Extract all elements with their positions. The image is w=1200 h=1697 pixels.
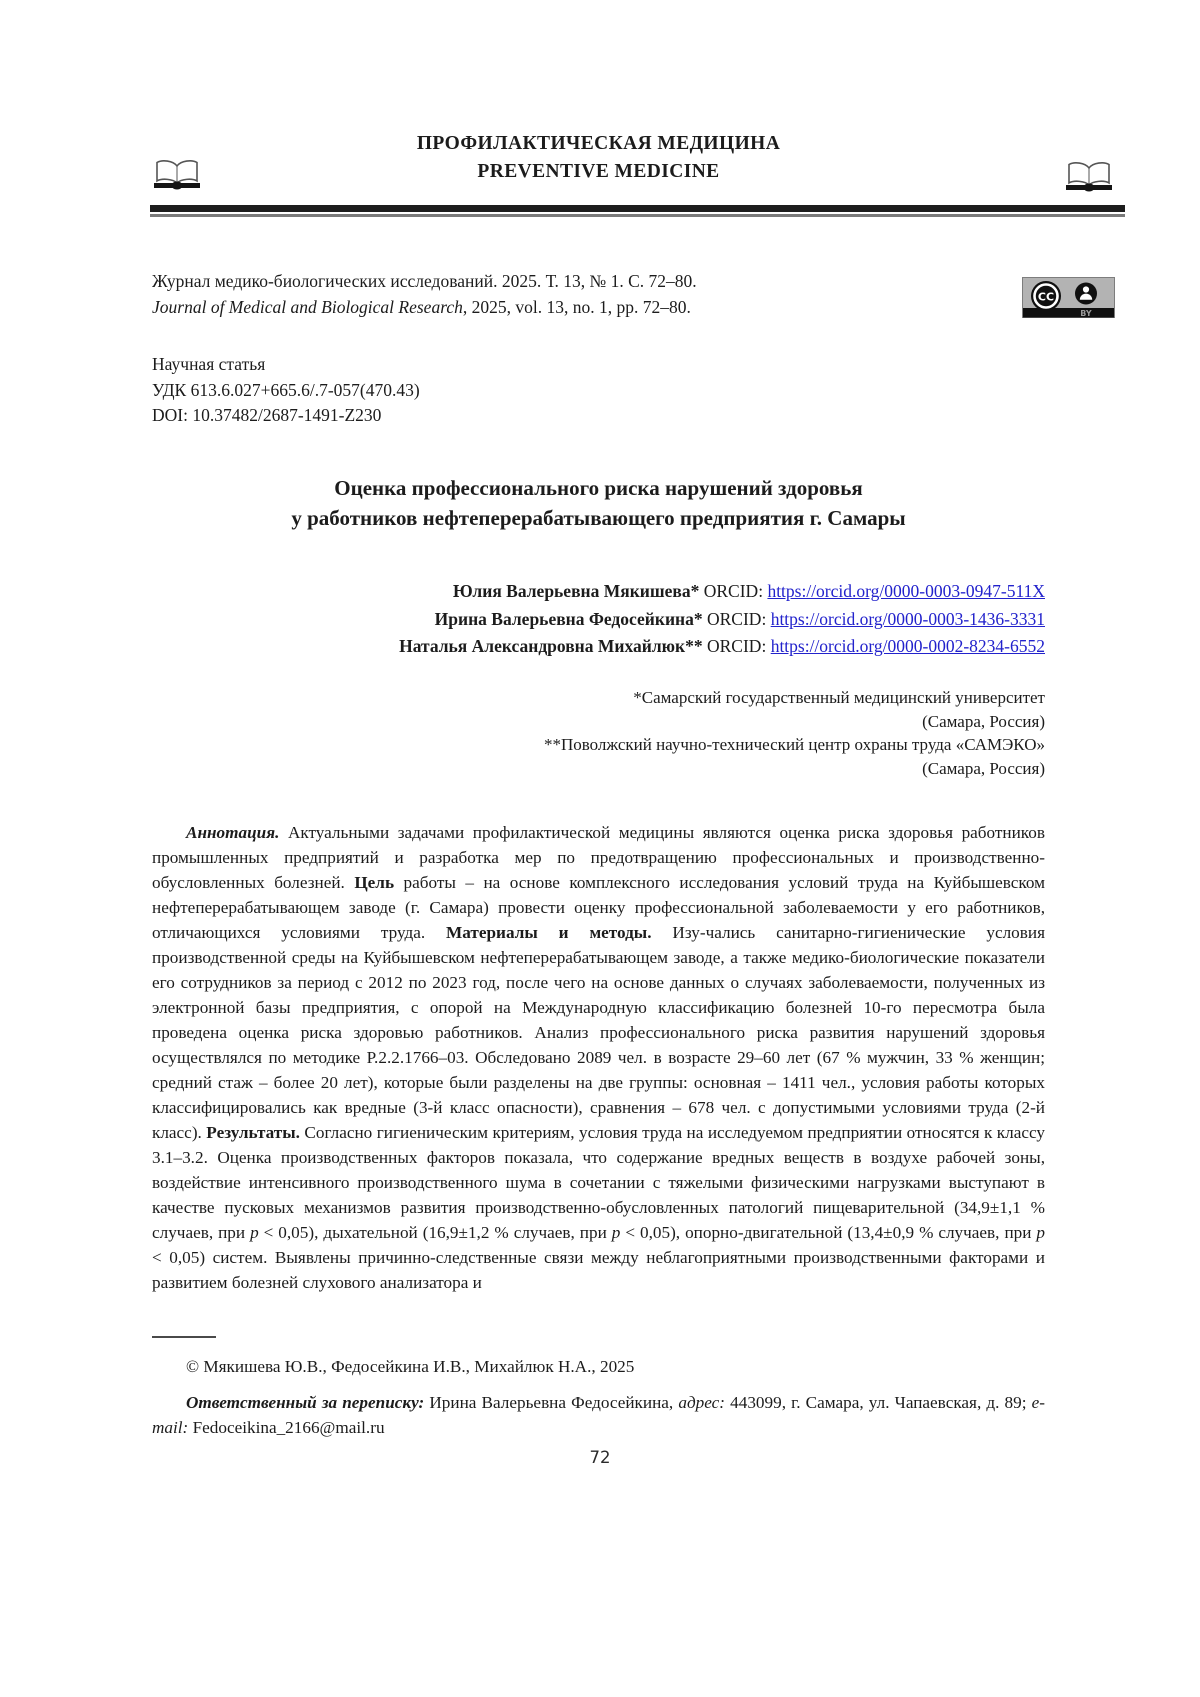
text-run: Ирина Валерьевна Федосейкина, [429, 1393, 679, 1412]
text-run: < 0,05), опорно-двигательной (13,4±0,9 % случаев, при [620, 1223, 1037, 1242]
affiliation-line: **Поволжский научно-технический центр охраны труда «САМЭКО» [543, 735, 1045, 754]
citation-block [152, 268, 952, 320]
text-run: Результаты. [206, 1123, 300, 1142]
article-title-line1: Оценка профессионального риска нарушений здоровья [334, 476, 863, 500]
udk-number: УДК 613.6.027+665.6/.7-057(470.43) [152, 379, 420, 400]
orcid-label: ORCID: [702, 636, 771, 656]
orcid-link[interactable]: https://orcid.org/0000-0003-1436-3331 [770, 608, 1045, 629]
author-name: Юлия Валерьевна Мякишева* [452, 581, 700, 601]
text-run: e-mail: [152, 1393, 1046, 1437]
citation-ru: Журнал медико-биологических исследований. 2025. Т. 13, № 1. С. 72–80. [152, 271, 697, 291]
author-line [152, 633, 1045, 661]
text-run: < 0,05), дыхательной (16,9±1,2 % случаев, при [258, 1223, 612, 1242]
orcid-link[interactable]: https://orcid.org/0000-0003-0947-511X [767, 581, 1045, 601]
text-run: p [250, 1223, 259, 1242]
journal-header [152, 130, 1045, 186]
doi-number: DOI: 10.37482/2687-1491-Z230 [152, 405, 382, 425]
page-number: 72 [589, 1448, 611, 1467]
abstract-paragraph [152, 820, 1045, 1295]
footnote-divider [152, 1336, 216, 1338]
text-run: Изу-чались санитарно-гигиенические условия производственной среды на Куйбышевском нефтеперерабатывающем заводе, а также медико-биологические показатели его сотрудников за период с 2012 по 2023 год, после чего на основе данных о случаях заболеваемости, полученных из электронной базы предприятия, с опорой на Международную классификацию болезней 10-го пересмотра была проведена оценка риска здоровью работников. Анализ профессионального риска развития нарушений здоровья осуществлялся по методике Р.2.2.1766–03. Обследовано 2089 чел. в возрасте 29–60 лет (67 % мужчин, 33 % женщин; средний стаж – более 20 лет), которые были разделены на две группы: основная – 1411 чел., условия работы которых классифицировались как вредные (3-й класс опасности), сравнения – 678 чел. с допустимыми условиями труда (2-й класс). [152, 923, 1045, 1142]
orcid-link[interactable]: https://orcid.org/0000-0002-8234-6552 [770, 636, 1045, 656]
text-run: работы – на основе комплексного исследования условий труда на Куйбышевском нефтеперерабатывающем заводе (г. Самара) провести оценку профессиональной заболеваемости у его работников, отличающихся условиями труда. [152, 873, 1045, 942]
text-run: Материалы и методы. [446, 923, 652, 942]
author-line [152, 606, 1045, 634]
text-run: < 0,05) систем. Выявлены причинно-следственные связи между неблагоприятными производственными факторами и развитием болезней слухового анализатора и [152, 1248, 1045, 1292]
copyright-line: © Мякишева Ю.В., Федосейкина И.В., Михайлюк Н.А., 2025 [186, 1357, 635, 1376]
article-title-line2: у работников нефтеперерабатывающего предприятия г. Самары [291, 506, 906, 530]
cc-by-text: BY [1080, 309, 1092, 318]
cc-logo-text: CC [1037, 290, 1055, 304]
affiliation-line: (Самара, Россия) [922, 758, 1045, 778]
affiliation-line: (Самара, Россия) [922, 711, 1045, 731]
citation-en: Journal of Medical and Biological Research, 2025, vol. 13, no. 1, pp. 72–80. [152, 297, 691, 317]
text-run: Актуальными задачами профилактической медицины являются оценка риска здоровья работников промышленных предприятий и разработка мер по предотвращению профессиональных и производственно-обусловленных болезней. [152, 823, 1045, 892]
text-run: Ответственный за переписку: [186, 1393, 430, 1412]
affiliation-line: *Самарский государственный медицинский университет [633, 688, 1045, 707]
text-run: p [611, 1223, 621, 1242]
author-name: Наталья Александровна Михайлюк** [399, 636, 703, 656]
open-book-icon [1066, 160, 1112, 198]
affiliation-list [152, 686, 1045, 780]
orcid-label: ORCID: [702, 608, 771, 629]
author-line [152, 578, 1045, 606]
header-divider [150, 205, 1125, 217]
article-title [152, 473, 1045, 533]
article-type: Научная статья [152, 354, 266, 374]
text-run: Цель [354, 873, 395, 892]
author-list [152, 578, 1045, 661]
article-meta [152, 352, 420, 429]
text-run: p [1036, 1223, 1045, 1242]
author-name: Ирина Валерьевна Федосейкина* [434, 608, 703, 629]
text-run: адрес: [678, 1393, 731, 1412]
correspondence-paragraph [152, 1390, 1045, 1440]
text-run: Согласно гигиеническим критериям, условия труда на исследуемом предприятии относятся к классу 3.1–3.2. Оценка производственных факторов показала, что содержание вредных веществ в воздухе рабочей зоны, воздействие интенсивного производственного шума в сочетании с тяжелыми физическими нагрузками выступают в качестве пусковых механизмов развития производственно-обусловленных патологий пищеварительной (34,9±1,1 % случаев, при [152, 1123, 1045, 1242]
text-run: 443099, г. Самара, ул. Чапаевская, д. 89; [730, 1393, 1032, 1412]
journal-name-en: PREVENTIVE MEDICINE [477, 161, 720, 182]
text-run: Fedoceikina_2166@mail.ru [192, 1418, 385, 1437]
orcid-label: ORCID: [699, 581, 768, 601]
text-run: Аннотация. [186, 823, 288, 842]
journal-name-ru: ПРОФИЛАКТИЧЕСКАЯ МЕДИЦИНА [416, 133, 781, 154]
open-book-icon [154, 158, 200, 196]
cc-by-badge-icon [1022, 277, 1115, 323]
